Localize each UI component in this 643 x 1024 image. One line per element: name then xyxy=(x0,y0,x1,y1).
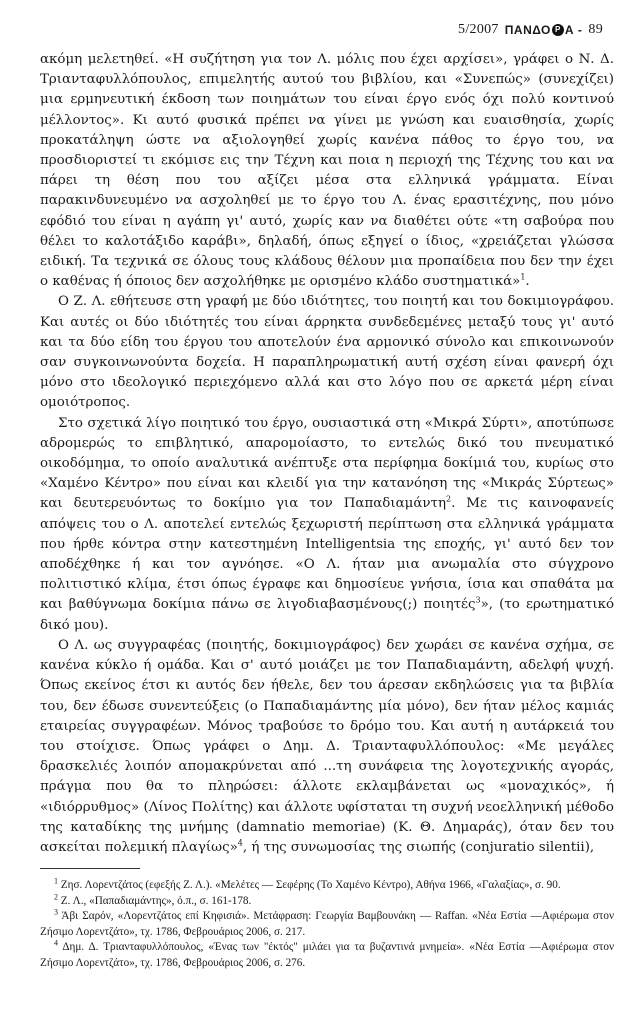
magazine-logo: Ρ xyxy=(552,24,564,36)
footnote-3: $^3$ Άβι Σαρόν, «Λορεντζάτος επί Κηφισιά». Μετάφραση: Γεωργία Βαμβουνάκη — Raffan. «Νέα Εστία —Αφιέρωμα στον Ζήσιμο Λορεντζάτο», τχ. 1786, Φεβρουάριος 2006, σ. 217. xyxy=(40,907,615,938)
footnotes xyxy=(40,878,614,971)
paragraph-4: Ο Λ. ως συγγραφέας (ποιητής, δοκιμιογράφος) δεν χωράει σε κανένα σχήμα, σε κανένα κύκλο ή ομάδα. Και σ' αυτό μοιάζει με τον Παπαδιαμάντη, αδελφή ψυχή. Όπως εκείνος έτσι κι αυτός δεν ήθελε, δεν του άρεσαν εκδηλώσεις για τα βιβλία του, δεν έδωσε συνεντεύξεις (ο Παπαδιαμάντης μία μόνο), δεν ήταν μέλος καμιάς εταιρείας συγγραφέων. Μόνος τραβούσε το δρόμο του. Και αυτή η αυτάρκειά του του στοίχισε. Όπως γράφει ο Δημ. Δ. Τριανταφυλλόπουλος: «Με μεγάλες δρασκελιές λοιπόν απομακρύνεται από ...τη συνάφεια της λογοτεχνικής αγοράς, πράγμα που θα το πληρώσει: άλλοτε εκλαμβάνεται ως «μοναχικός», ή «ιδιόρρυθμος» (Λίνος Πολίτης) και άλλοτε υφίσταται τη συχνή νεοελληνική μέθοδο της καταδίκης της μνήμης (damnatio memoriae) (Κ. Θ. Δημαράς), όταν δεν του ασκείται πολεμική πλαγίως»$^4$, ή της συνωμοσίας της σιωπής (conjuratio silentii), xyxy=(40,637,614,855)
footnote-4: $^4$ Δημ. Δ. Τριανταφυλλόπουλος, «Ένας των "έκτός" μιλάει για τα βυζαντινά μνημεία». «Νέα Εστία —Αφιέρωμα στον Ζήσιμο Λορεντζάτο», τχ. 1786, Φεβρουάριος 2006, σ. 276. xyxy=(40,938,614,969)
magazine-name: ΠΑΝΔΟ Ρ Α - xyxy=(504,23,583,37)
paragraph-3: Στο σχετικά λίγο ποιητικό του έργο, ουσιαστικά στη «Μικρά Σύρτι», αποτύπωσε αδρομερώς το επιβλητικό, απαρομοίαστο, το εντελώς δικό του πνευματικό οικοδόμημα, το οποίο αναλυτικά ανέπτυξε στα περίφημα δοκίμιά του, κυρίως στο «Χαμένο Κέντρο» που είναι και κλειδί για την κατανόηση της «Μικράς Σύρτεως» και δευτερευόντως το δοκίμιο για τον Παπαδιαμάντη$^2$. Με τις καινοφανείς απόψεις του ο Λ. αποτελεί εντελώς ξεχωριστή περίπτωση στα ελληνικά γράμματα που ήρθε κόντρα στην κατεστημένη Intelligentsia της εποχής, γι' αυτό δεν τον αποδέχθηκε ή και τον αγνόησε. «Ο Λ. ήταν μια ανωμαλία στο σύγχρονο πολιτιστικό κλίμα, έτσι όπως έγραφε και δημοσίευε γνήσια, ίσια και σπαθάτα μα και βαθύγνωμα δοκίμια πάνω σε λιγοδιαβασμένους(;) ποιητές$^3$», (το ερωτηματικό δικό μου). xyxy=(40,415,615,633)
footnote-ref-3[interactable]: 3 xyxy=(475,596,481,606)
footnote-ref-1[interactable]: 1 xyxy=(520,272,526,282)
footnote-divider xyxy=(40,868,140,869)
footnote-2: $^2$ Ζ. Λ., «Παπαδιαμάντης», ό.π., σ. 161-178. xyxy=(54,891,252,907)
issue-label: 5/2007 xyxy=(458,22,499,37)
page-number: 89 xyxy=(588,22,603,37)
running-header xyxy=(458,22,603,38)
footnote-1: $^1$ Ζησ. Λορεντζάτος (εφεξής Ζ. Λ.). «Μελέτες — Σεφέρης (Το Χαμένο Κέντρο), Αθήνα 1966, «Γαλαξίας», σ. 90. xyxy=(54,876,561,891)
article-body xyxy=(40,50,614,858)
footnote-ref-4[interactable]: 4 xyxy=(237,838,243,848)
footnote-ref-2[interactable]: 2 xyxy=(445,495,452,504)
paragraph-1: ακόμη μελετηθεί. «Η συζήτηση για τον Λ. μόλις που έχει αρχίσει», γράφει ο Ν. Δ. Τριανταφυλλόπουλος, επιμελητής αυτού του βιβλίου, και «Συνεπώς» (συνεχίζει) μια ερμηνευτική έκδοση των ποιημάτων του είναι έργο ενός όχι πολύ κοντινού μέλλοντος». Κι αυτό φυσικά πρέπει να γίνει με γνώση και ευαισθησία, χωρίς προκατάληψη ώστε να αξιολογηθεί χωρίς κανένα πάθος το έργο του, να προσδιοριστεί τι εκόμισε εις την Τέχνη και ποια η περιοχή της Τέχνης του και να πάρει τη θέση που του αξίζει μέσα στα ελληνικά γράμματα. Είναι παρακινδυνευμένο να ασχοληθεί με το έργο του Λ. ένας ερασιτέχνης, που μόνο εφόδιό του είναι η αγάπη γι' αυτό, χωρίς καν να διαθέτει ούτε «τη σαβούρα που θέλει το καλοτάξιδο καράβι», δηλαδή, όπως εξηγεί ο ίδιος, «χρειάζεται γλώσσα ειδική. Τα τεχνικά σε όλους τους κλάδους θέλουν μια προπαίδεια που δεν την έχει ο καθένας ή όποιος δεν ασχολήθηκε με ορισμένο κλάδο συστηματικά»$^1$. xyxy=(40,52,614,290)
paragraph-2: Ο Ζ. Λ. εθήτευσε στη γραφή με δύο ιδιότητες, του ποιητή και του δοκιμιογράφου. Και αυτές οι δύο ιδιότητές του είναι άρρηκτα συνδεδεμένες μεταξύ τους γι' αυτό και τα δύο είδη του έργου του αποτελούν ένα αρμονικό σύνολο και επικοινωνούν σαν συγκοινωνούντα δοχεία. Η παραπληρωματική αυτή σχέση είναι φανερή όχι μόνο στο ιδεολογικό περιεχόμενο αλλά και στο λόγο που σε αρκετά μέρη είναι ομοιότροπος. xyxy=(40,294,614,411)
